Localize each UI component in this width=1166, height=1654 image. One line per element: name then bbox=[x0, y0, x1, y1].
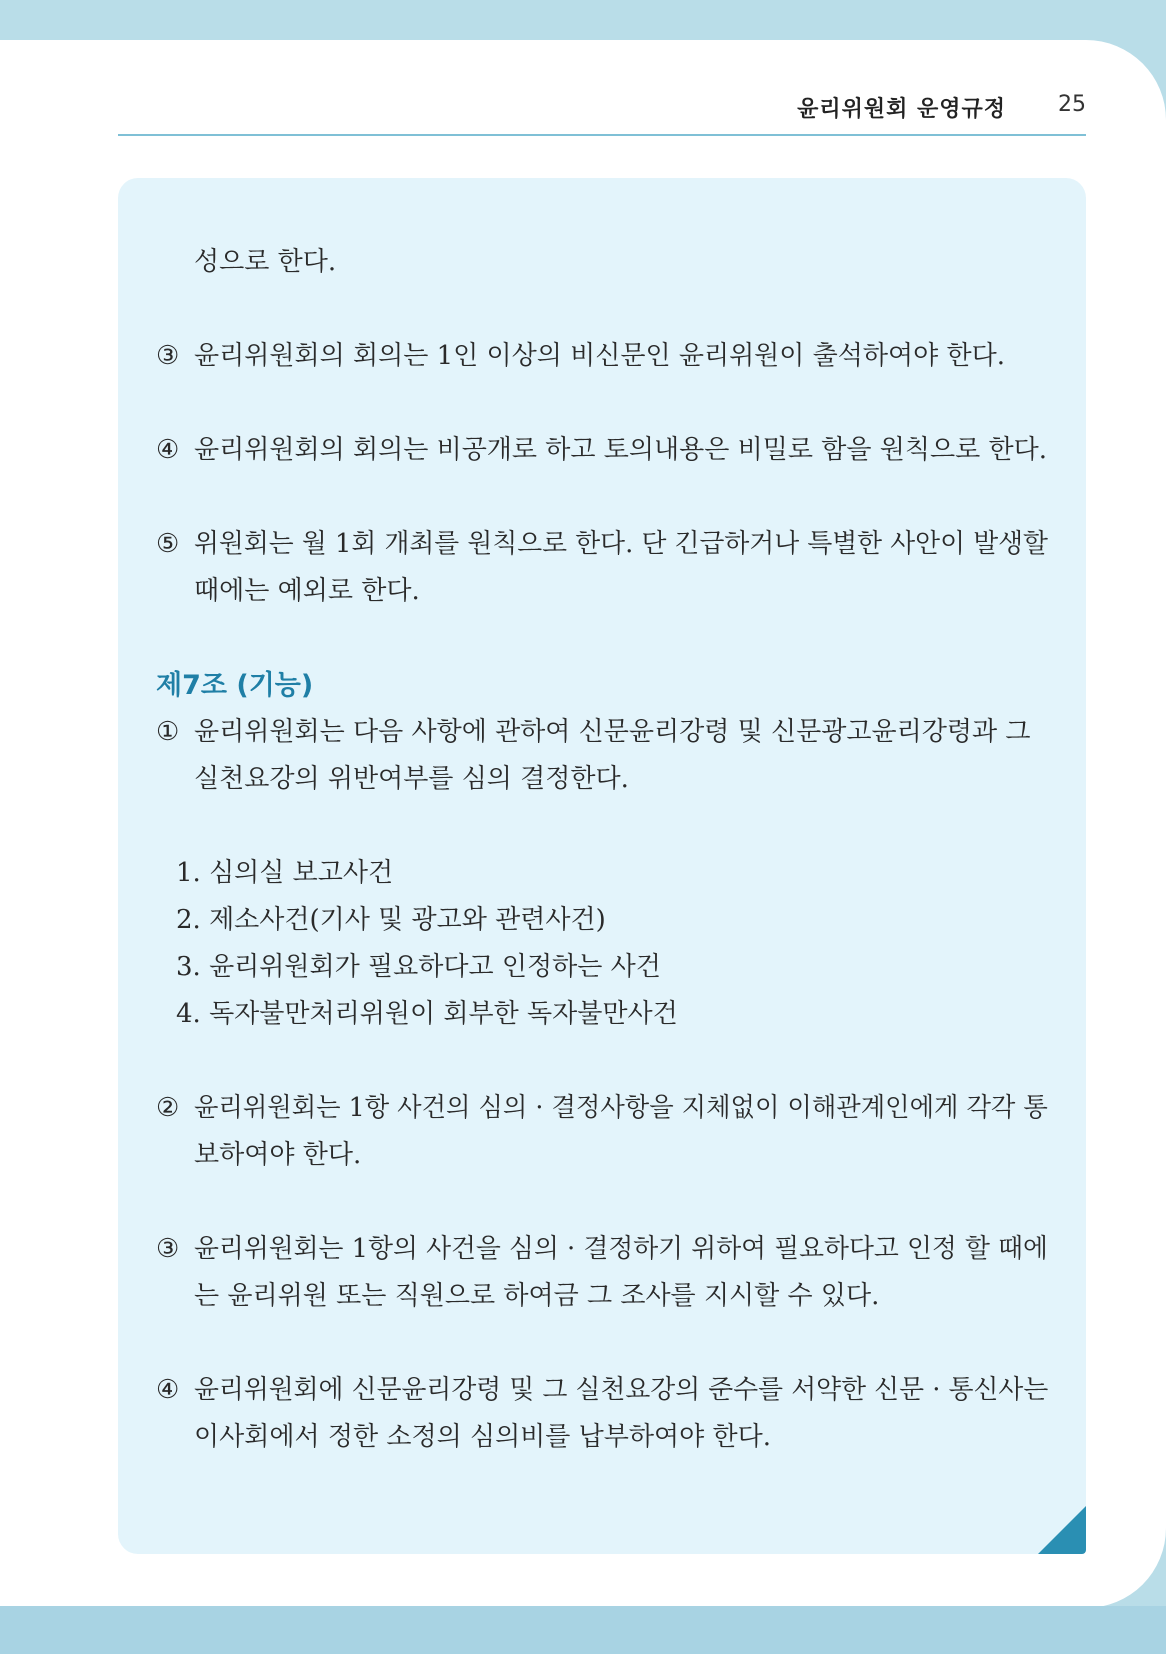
para3-text: 윤리위원회의 회의는 1인 이상의 비신문인 윤리위원이 출석하여야 한다. bbox=[194, 341, 1006, 371]
a7-para3-number: ③ bbox=[156, 1234, 180, 1264]
a7-para1-line2: 실천요강의 위반여부를 심의 결정한다. bbox=[194, 764, 629, 794]
para4-number: ④ bbox=[156, 435, 180, 465]
page-number: 25 bbox=[1058, 92, 1086, 117]
list-item: 3. 윤리위원회가 필요하다고 인정하는 사건 bbox=[176, 952, 661, 982]
a7-para4-number: ④ bbox=[156, 1375, 180, 1405]
a7-para2-line2: 보하여야 한다. bbox=[194, 1140, 362, 1170]
a7-para2-line1: 윤리위원회는 1항 사건의 심의 · 결정사항을 지체없이 이해관계인에게 각각 통 bbox=[194, 1093, 1048, 1123]
a7-para1-line1: 윤리위원회는 다음 사항에 관하여 신문윤리강령 및 신문광고윤리강령과 그 bbox=[194, 717, 1031, 747]
article7-heading: 제7조 (기능) bbox=[156, 670, 314, 701]
a7-para1-number: ① bbox=[156, 717, 180, 747]
a7-para3-line2: 는 윤리위원 또는 직원으로 하여금 그 조사를 지시할 수 있다. bbox=[194, 1281, 880, 1311]
para3-number: ③ bbox=[156, 341, 180, 371]
list-item: 4. 독자불만처리위원이 회부한 독자불만사건 bbox=[176, 999, 678, 1029]
a7-para3-line1: 윤리위원회는 1항의 사건을 심의 · 결정하기 위하여 필요하다고 인정 할 때에 bbox=[194, 1234, 1048, 1264]
a7-para4-line2: 이사회에서 정한 소정의 심의비를 납부하여야 한다. bbox=[194, 1422, 772, 1452]
page-header bbox=[118, 86, 1086, 136]
para5-line1: 위원회는 월 1회 개최를 원칙으로 한다. 단 긴급하거나 특별한 사안이 발생할 bbox=[194, 529, 1048, 559]
para4-text: 윤리위원회의 회의는 비공개로 하고 토의내용은 비밀로 함을 원칙으로 한다. bbox=[194, 435, 1047, 465]
continuation-text: 성으로 한다. bbox=[194, 247, 337, 277]
corner-fold-decoration bbox=[1038, 1506, 1086, 1554]
para5-line2: 때에는 예외로 한다. bbox=[194, 576, 420, 606]
list-item: 1. 심의실 보고사건 bbox=[176, 858, 394, 888]
list-item: 2. 제소사건(기사 및 광고와 관련사건) bbox=[176, 905, 606, 935]
header-title: 윤리위원회 운영규정 bbox=[797, 97, 1006, 122]
para5-number: ⑤ bbox=[156, 529, 180, 559]
a7-para4-line1: 윤리위원회에 신문윤리강령 및 그 실천요강의 준수를 서약한 신문 · 통신사는 bbox=[194, 1375, 1049, 1405]
bottom-band bbox=[0, 1606, 1166, 1654]
a7-para2-number: ② bbox=[156, 1093, 180, 1123]
